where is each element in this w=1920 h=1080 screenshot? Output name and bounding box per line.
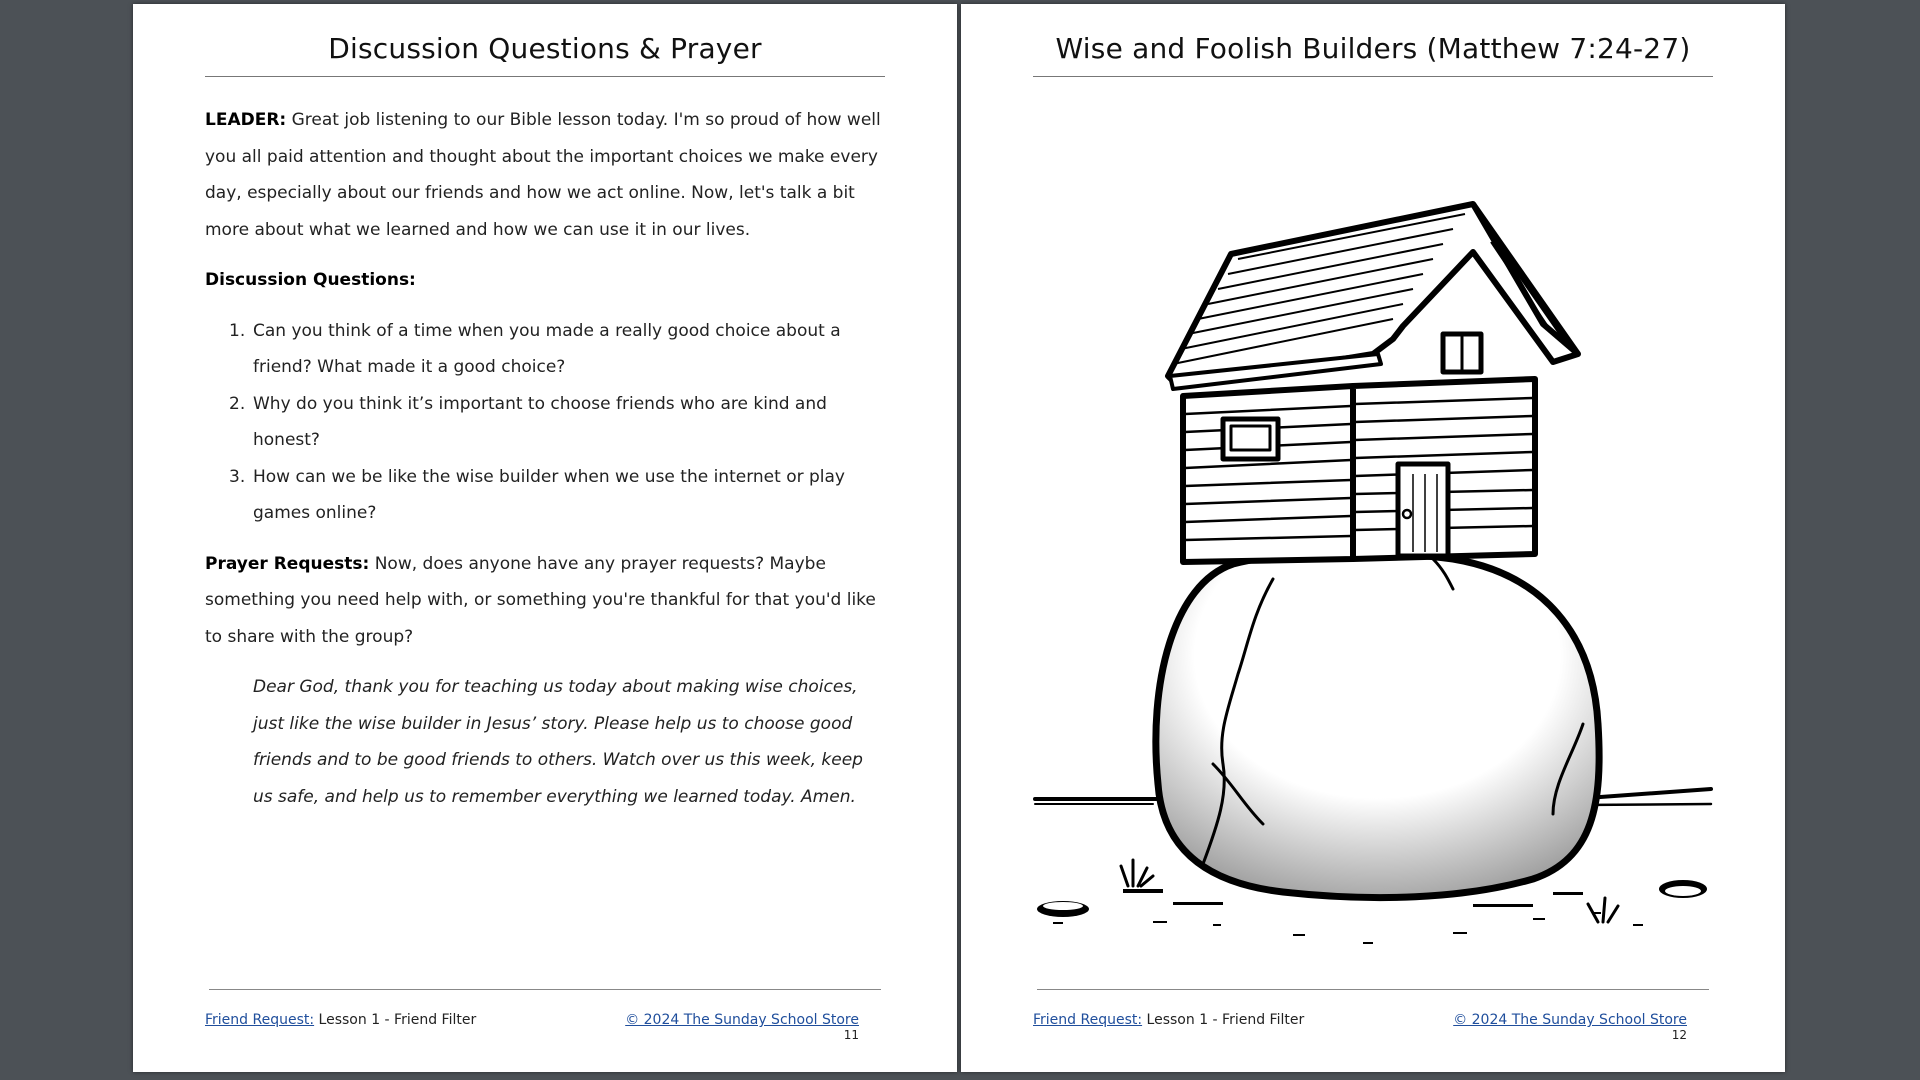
page-title: Wise and Foolish Builders (Matthew 7:24-27) <box>1055 32 1691 65</box>
copyright-link[interactable]: © 2024 The Sunday School Store <box>1453 1012 1687 1028</box>
house-on-rock-illustration <box>1033 164 1713 954</box>
page-body <box>205 102 887 829</box>
page-number: 11 <box>843 1028 859 1042</box>
footer-divider <box>209 989 881 990</box>
list-item: 2. Why do you think it’s important to choose friends who are kind and honest? <box>229 393 827 450</box>
prayer-text: Dear God, thank you for teaching us today about making wise choices, just like the wise builder in Jesus’ story. Please help us to choose good friends and to be good friends to others. Watch over us this week, keep us safe, and help us to remember everything we learned today. Amen. <box>253 677 863 807</box>
document-page-left <box>133 4 957 1072</box>
page-number: 12 <box>1671 1028 1687 1042</box>
leader-text: Great job listening to our Bible lesson today. I'm so proud of how well you all paid attention and thought about the important choices we make every day, especially about our friends and how we act online. Now, let's talk a bit more about what we learned and how we can use it in our lives. <box>205 110 881 240</box>
list-item: 3. How can we be like the wise builder when we use the internet or play games online? <box>229 466 845 523</box>
lesson-label: Lesson 1 - Friend Filter <box>1142 1012 1305 1028</box>
lesson-label: Lesson 1 - Friend Filter <box>314 1012 477 1028</box>
footer-divider <box>1037 989 1709 990</box>
leader-label: LEADER: <box>205 110 287 130</box>
house <box>1168 204 1578 562</box>
page-title: Discussion Questions & Prayer <box>328 32 762 65</box>
page-footer <box>1033 1012 1687 1028</box>
prayer-requests-text: Now, does anyone have any prayer requests? Maybe something you need help with, or something you're thankful for that you'd like to share with the group? <box>205 553 876 647</box>
list-item: 1. Can you think of a time when you made a really good choice about a friend? What made it a good choice? <box>229 320 841 377</box>
prayer-requests-paragraph <box>205 546 887 656</box>
friend-request-link[interactable]: Friend Request: <box>205 1012 315 1028</box>
leader-paragraph <box>205 102 887 248</box>
rock <box>1156 552 1599 898</box>
document-page-right <box>961 4 1785 1072</box>
title-divider <box>1033 76 1713 77</box>
question-list <box>205 313 887 532</box>
discussion-heading: Discussion Questions: <box>205 270 416 290</box>
friend-request-link[interactable]: Friend Request: <box>1033 1012 1143 1028</box>
copyright-link[interactable]: © 2024 The Sunday School Store <box>625 1012 859 1028</box>
page-footer <box>205 1012 859 1028</box>
prayer-requests-label: Prayer Requests: <box>205 553 370 574</box>
title-divider <box>205 76 885 77</box>
